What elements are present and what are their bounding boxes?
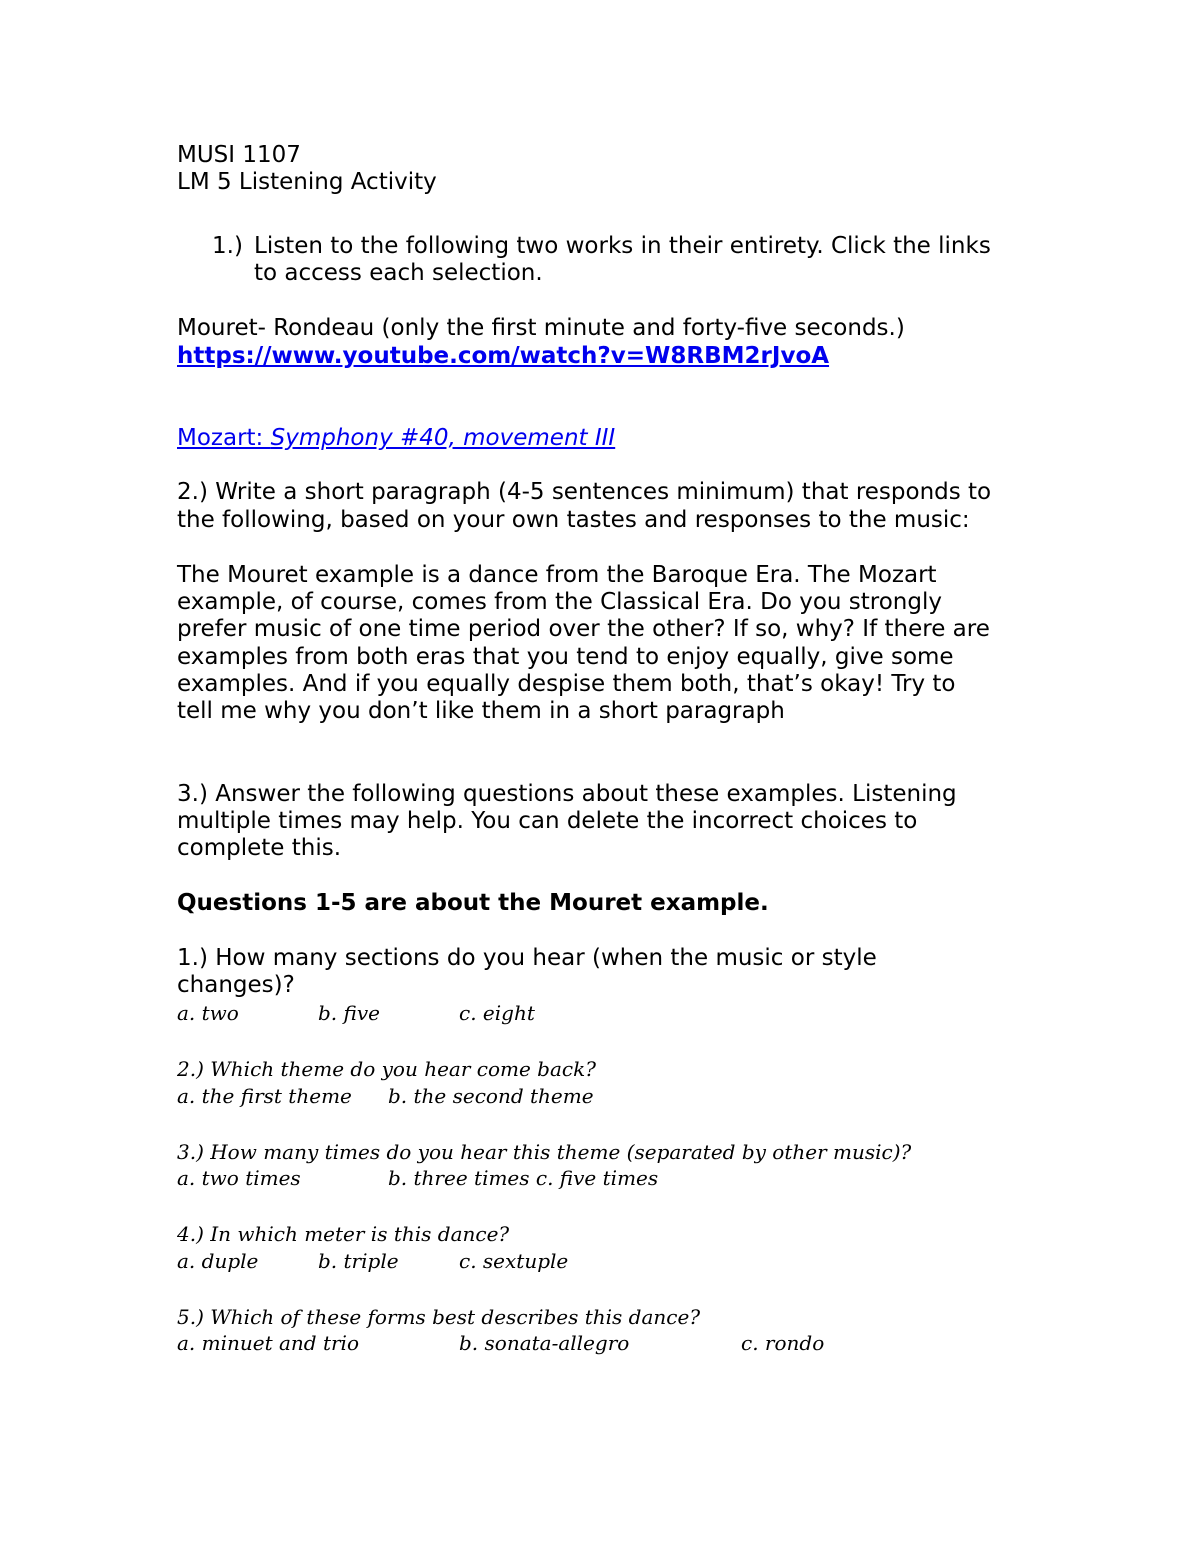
question-3-option-b-c[interactable]: b. three times c. five times (388, 1166, 659, 1190)
prompt-paragraph-line: examples from both eras that you tend to enjoy equally, give some (177, 644, 954, 670)
question-4-option-a[interactable]: a. duple (177, 1249, 259, 1273)
prompt-paragraph-line: The Mouret example is a dance from the Baroque Era. The Mozart (177, 562, 937, 588)
question-3-option-a[interactable]: a. two times (177, 1166, 301, 1190)
prompt-paragraph-line: tell me why you don’t like them in a short paragraph (177, 698, 785, 724)
question-2-option-b[interactable]: b. the second theme (388, 1084, 594, 1108)
prompt-paragraph-line: prefer music of one time period over the other? If so, why? If there are (177, 616, 990, 642)
step2-line2: the following, based on your own tastes and responses to the music: (177, 507, 970, 533)
question-2-text: 2.) Which theme do you hear come back? (177, 1057, 596, 1081)
mozart-link-prefix: Mozart: (177, 425, 271, 451)
mouret-youtube-link[interactable]: https://www.youtube.com/watch?v=W8RBM2rJvoA (177, 343, 830, 369)
question-1-option-a[interactable]: a. two (177, 1001, 239, 1025)
course-code: MUSI 1107 (177, 142, 301, 168)
step3-line: 3.) Answer the following questions about these examples. Listening (177, 781, 957, 807)
step3-line: complete this. (177, 835, 342, 861)
question-1-text: 1.) How many sections do you hear (when the music or style (177, 945, 877, 971)
question-2-option-a[interactable]: a. the first theme (177, 1084, 352, 1108)
prompt-paragraph-line: examples. And if you equally despise them both, that’s okay! Try to (177, 671, 956, 697)
step1-text-line2: to access each selection. (254, 260, 543, 286)
step1-text-line1: Listen to the following two works in their entirety. Click the links (254, 233, 991, 259)
activity-title: LM 5 Listening Activity (177, 169, 437, 195)
questions-heading: Questions 1-5 are about the Mouret example. (177, 890, 769, 916)
question-4-text: 4.) In which meter is this dance? (177, 1222, 510, 1246)
question-3-text: 3.) How many times do you hear this theme (separated by other music)? (177, 1140, 912, 1164)
prompt-paragraph-line: example, of course, comes from the Classical Era. Do you strongly (177, 589, 942, 615)
mozart-link-work: Symphony #40, movement III (270, 425, 616, 451)
mouret-label: Mouret- Rondeau (only the first minute and forty-five seconds.) (177, 315, 905, 341)
step1-number: 1.) (212, 233, 243, 259)
question-5-option-c[interactable]: c. rondo (741, 1331, 825, 1355)
step3-line: multiple times may help. You can delete the incorrect choices to (177, 808, 918, 834)
question-5-option-a[interactable]: a. minuet and trio (177, 1331, 359, 1355)
step2-line1: 2.) Write a short paragraph (4-5 sentences minimum) that responds to (177, 479, 992, 505)
question-1-option-b[interactable]: b. five (318, 1001, 380, 1025)
question-1-text-cont: changes)? (177, 972, 295, 998)
question-1-option-c[interactable]: c. eight (459, 1001, 535, 1025)
question-4-option-c[interactable]: c. sextuple (459, 1249, 569, 1273)
mozart-link[interactable] (177, 425, 615, 452)
question-4-option-b[interactable]: b. triple (318, 1249, 399, 1273)
question-5-text: 5.) Which of these forms best describes this dance? (177, 1305, 701, 1329)
question-5-option-b[interactable]: b. sonata-allegro (459, 1331, 630, 1355)
